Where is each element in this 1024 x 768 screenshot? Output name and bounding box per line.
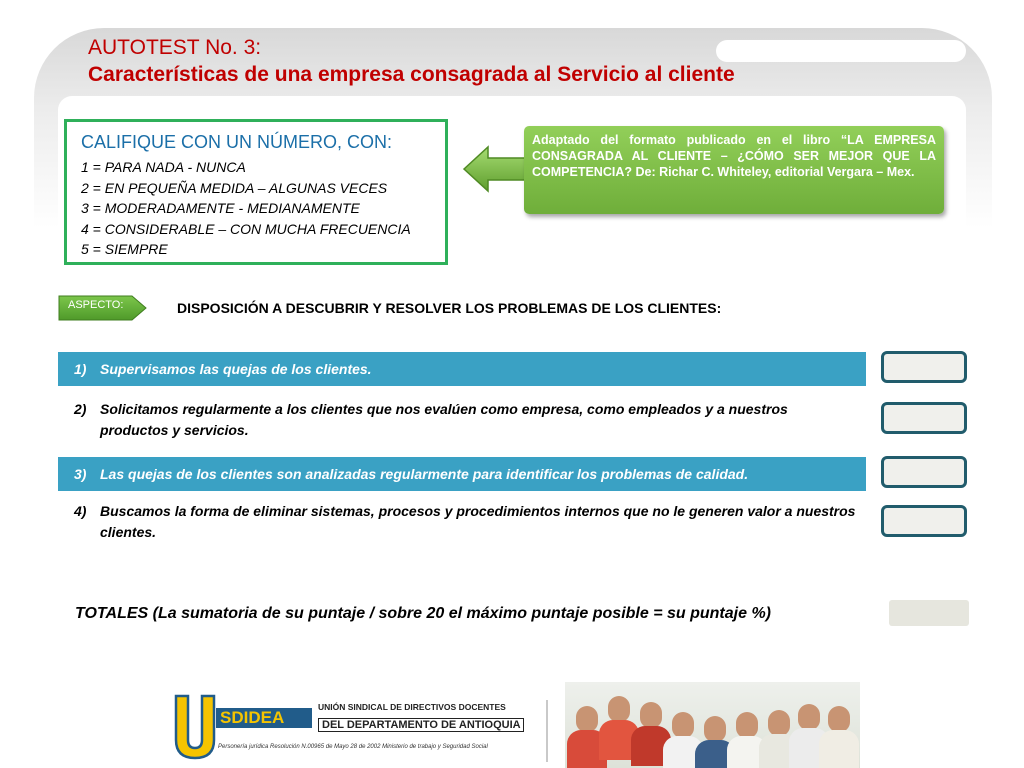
- question-text: Buscamos la forma de eliminar sistemas, procesos y procedimientos internos que no le generen valor a nuestros clientes.: [100, 503, 856, 540]
- logo-line-3: Personería jurídica Resolución N.00965 de Mayo 28 de 2002 Ministerio de trabajo y Seguridad Social: [218, 744, 488, 750]
- group-photo: [565, 682, 860, 768]
- question-text: Solicitamos regularmente a los clientes que nos evalúen como empresa, como empleados y a nuestros productos y servicios.: [100, 401, 788, 438]
- answer-input-2[interactable]: [881, 402, 967, 434]
- logo-line-1: UNIÓN SINDICAL DE DIRECTIVOS DOCENTES: [318, 702, 506, 712]
- totals-label: TOTALES (La sumatoria de su puntaje / sobre 20 el máximo puntaje posible = su puntaje %): [75, 605, 771, 622]
- page-title: [88, 34, 735, 88]
- footer-divider: [546, 700, 548, 762]
- title-line-1: AUTOTEST No. 3:: [88, 36, 262, 59]
- question-text: Supervisamos las quejas de los clientes.: [100, 360, 372, 377]
- aspect-heading: DISPOSICIÓN A DESCUBRIR Y RESOLVER LOS PROBLEMAS DE LOS CLIENTES:: [177, 300, 722, 316]
- aspect-label: ASPECTO:: [68, 299, 124, 311]
- question-number: 2): [74, 401, 87, 417]
- question-number: 4): [74, 503, 87, 519]
- question-row: [58, 501, 866, 545]
- rating-scale-heading: CALIFIQUE CON UN NÚMERO, CON:: [81, 132, 393, 152]
- left-arrow-icon: [462, 144, 530, 194]
- answer-input-1[interactable]: [881, 351, 967, 383]
- rating-scale-item: 3 = MODERADAMENTE - MEDIANAMENTE: [81, 200, 360, 216]
- answer-input-3[interactable]: [881, 456, 967, 488]
- question-number: 1): [74, 360, 87, 377]
- source-note: Adaptado del formato publicado en el libro “LA EMPRESA CONSAGRADA AL CLIENTE – ¿CÓMO SER MEJOR QUE LA COMPETENCIA? De: Richar C. Whiteley, editorial Vergara – Mex.: [524, 126, 944, 214]
- title-line-2: Características de una empresa consagrada al Servicio al cliente: [88, 63, 735, 86]
- question-text: Las quejas de los clientes son analizadas regularmente para identificar los problemas de calidad.: [100, 465, 749, 482]
- logo-name: SDIDEA: [216, 708, 312, 728]
- u-letter-logo-icon: [174, 694, 216, 760]
- logo-line-2: DEL DEPARTAMENTO DE ANTIOQUIA: [318, 718, 524, 732]
- photo-person: [817, 706, 860, 768]
- rating-scale-item: 4 = CONSIDERABLE – CON MUCHA FRECUENCIA: [81, 220, 411, 237]
- rating-scale-item: 2 = EN PEQUEÑA MEDIDA – ALGUNAS VECES: [81, 179, 388, 196]
- rating-scale-box: [64, 119, 448, 265]
- union-logo: [166, 690, 530, 768]
- question-row: [58, 352, 866, 386]
- question-row: [58, 399, 866, 443]
- decorative-frame-tab: [716, 40, 966, 62]
- answer-input-4[interactable]: [881, 505, 967, 537]
- rating-scale-item: 5 = SIEMPRE: [81, 241, 168, 257]
- rating-scale-item: 1 = PARA NADA - NUNCA: [81, 159, 246, 175]
- question-row: [58, 457, 866, 491]
- totals-input[interactable]: [889, 600, 969, 626]
- question-number: 3): [74, 465, 87, 482]
